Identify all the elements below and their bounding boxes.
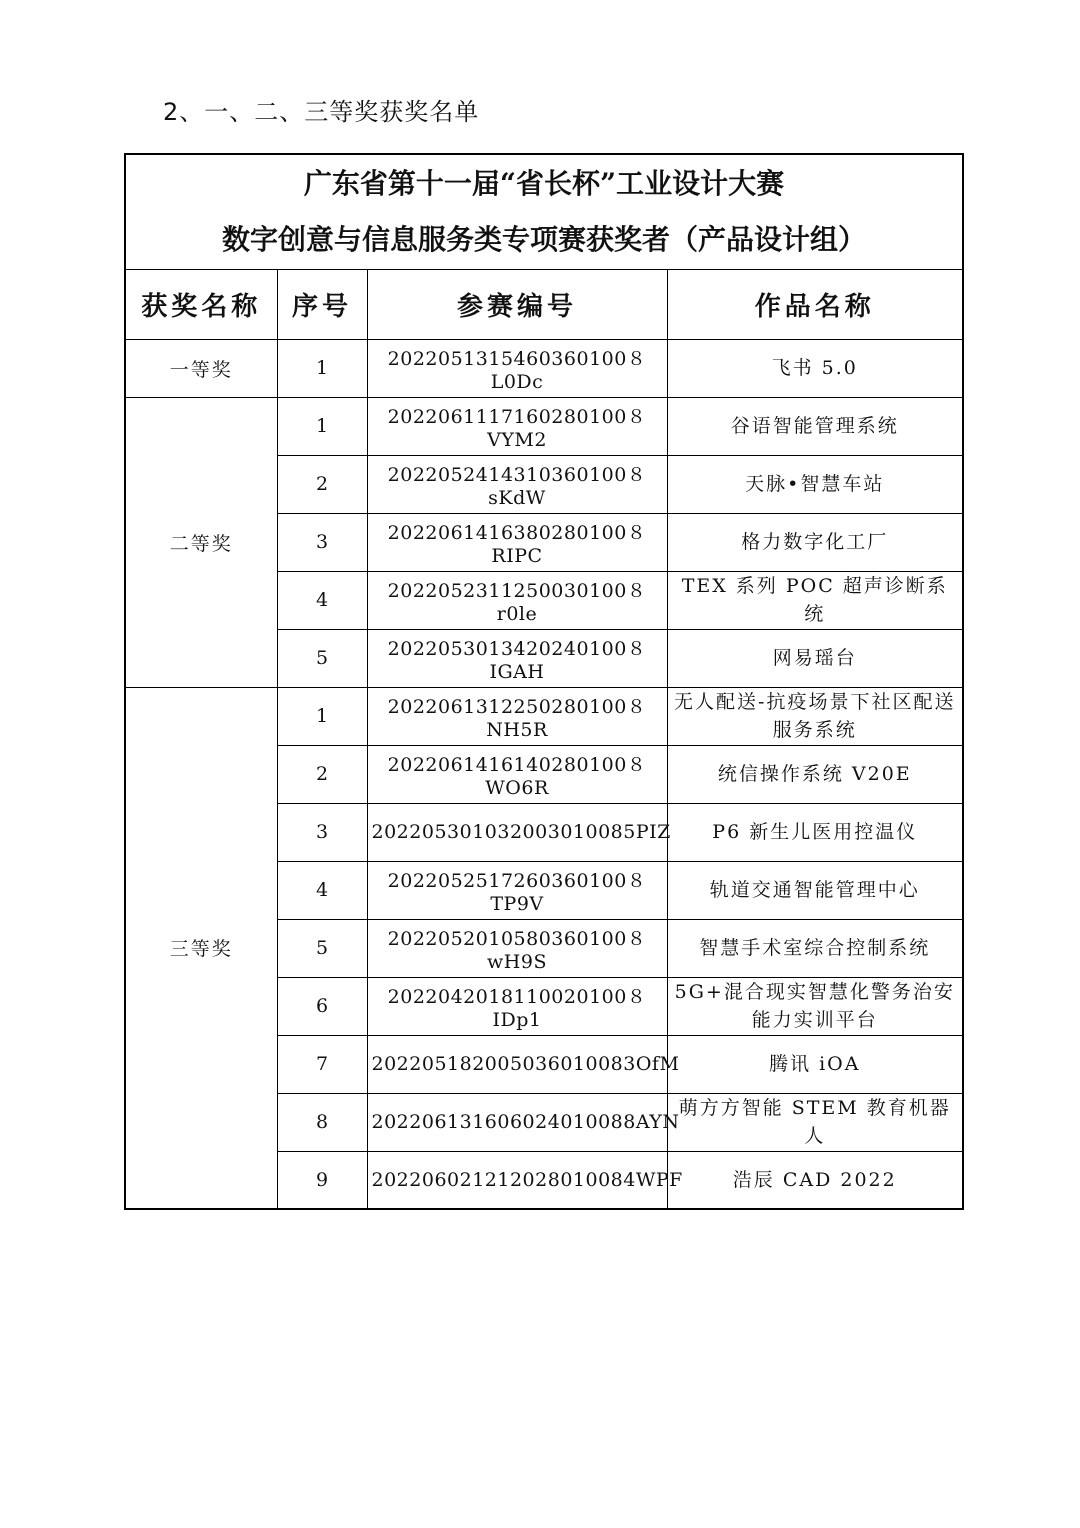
sequence-number-cell: 1 (277, 687, 367, 745)
work-name-cell: 无人配送-抗疫场景下社区配送服务系统 (667, 687, 963, 745)
entry-code-cell: 2022052414310360100８sKdW (367, 455, 667, 513)
table-header-row (125, 269, 963, 339)
sequence-number-cell: 8 (277, 1093, 367, 1151)
sequence-number-cell: 4 (277, 571, 367, 629)
entry-code-cell: 2022052010580360100８wH9S (367, 919, 667, 977)
entry-code-cell: 2022053013420240100８IGAH (367, 629, 667, 687)
work-name-cell: 浩辰 CAD 2022 (667, 1151, 963, 1209)
work-name-cell: TEX 系列 POC 超声诊断系统 (667, 571, 963, 629)
entry-code-cell: 2022061416140280100８WO6R (367, 745, 667, 803)
header-award: 获奖名称 (125, 269, 277, 339)
table-row (125, 397, 963, 455)
entry-code-cell: 2022061117160280100８VYM2 (367, 397, 667, 455)
work-name-cell: 5G+混合现实智慧化警务治安能力实训平台 (667, 977, 963, 1035)
entry-code-cell: 2022052517260360100８TP9V (367, 861, 667, 919)
work-name-cell: 轨道交通智能管理中心 (667, 861, 963, 919)
work-name-cell: 谷语智能管理系统 (667, 397, 963, 455)
work-name-cell: 智慧手术室综合控制系统 (667, 919, 963, 977)
entry-code-cell: 202206131606024010088AYN (367, 1093, 667, 1151)
award-level-cell: 一等奖 (125, 339, 277, 397)
work-name-cell: 萌方方智能 STEM 教育机器人 (667, 1093, 963, 1151)
section-heading: 2、一、二、三等奖获奖名单 (163, 98, 480, 126)
entry-code-cell: 2022051315460360100８L0Dc (367, 339, 667, 397)
award-level-cell: 二等奖 (125, 397, 277, 687)
sequence-number-cell: 1 (277, 397, 367, 455)
sequence-number-cell: 6 (277, 977, 367, 1035)
entry-code-cell: 202205301032003010085PIZ (367, 803, 667, 861)
header-entry-code: 参赛编号 (367, 269, 667, 339)
sequence-number-cell: 1 (277, 339, 367, 397)
work-name-cell: 腾讯 iOA (667, 1035, 963, 1093)
table-title (125, 154, 963, 269)
work-name-cell: 格力数字化工厂 (667, 513, 963, 571)
awards-table (124, 153, 964, 1210)
entry-code-cell: 2022061416380280100８RIPC (367, 513, 667, 571)
table-title-line2: 数字创意与信息服务类专项赛获奖者（产品设计组） (222, 222, 867, 256)
work-name-cell: 天脉•智慧车站 (667, 455, 963, 513)
work-name-cell: 网易瑶台 (667, 629, 963, 687)
entry-code-cell: 202205182005036010083OfM (367, 1035, 667, 1093)
table-row (125, 687, 963, 745)
sequence-number-cell: 5 (277, 919, 367, 977)
sequence-number-cell: 3 (277, 513, 367, 571)
entry-code-cell: 2022061312250280100８NH5R (367, 687, 667, 745)
entry-code-cell: 202206021212028010084WPF (367, 1151, 667, 1209)
work-name-cell: P6 新生儿医用控温仪 (667, 803, 963, 861)
award-level-cell: 三等奖 (125, 687, 277, 1209)
work-name-cell: 统信操作系统 V20E (667, 745, 963, 803)
sequence-number-cell: 2 (277, 745, 367, 803)
sequence-number-cell: 7 (277, 1035, 367, 1093)
header-work-name: 作品名称 (667, 269, 963, 339)
work-name-cell: 飞书 5.0 (667, 339, 963, 397)
entry-code-cell: 2022052311250030100８r0le (367, 571, 667, 629)
header-number: 序号 (277, 269, 367, 339)
table-row (125, 339, 963, 397)
sequence-number-cell: 9 (277, 1151, 367, 1209)
entry-code-cell: 2022042018110020100８IDp1 (367, 977, 667, 1035)
sequence-number-cell: 2 (277, 455, 367, 513)
table-title-line1: 广东省第十一届“省长杯”工业设计大赛 (303, 166, 785, 200)
table-title-row (125, 154, 963, 269)
sequence-number-cell: 4 (277, 861, 367, 919)
sequence-number-cell: 5 (277, 629, 367, 687)
sequence-number-cell: 3 (277, 803, 367, 861)
